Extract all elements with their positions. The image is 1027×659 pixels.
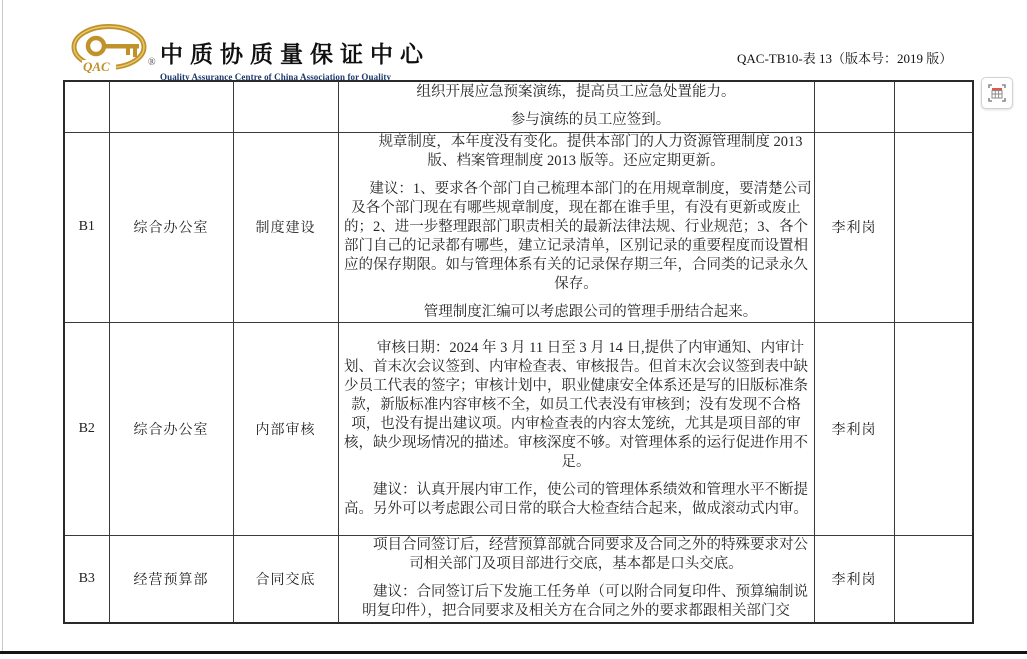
blank-cell (894, 132, 973, 322)
department-cell: 综合办公室 (109, 322, 233, 535)
table-capture-icon (987, 83, 1007, 103)
findings-cell (338, 132, 814, 322)
table-row (64, 322, 973, 535)
registered-trademark: ® (148, 57, 156, 68)
org-subtitle: Quality Assurance Centre of China Association for Quality (160, 72, 392, 82)
qac-logo-icon (70, 24, 150, 78)
auditor-cell: 李利岗 (814, 535, 894, 623)
department-cell: 综合办公室 (109, 132, 233, 322)
doc-code: QAC-TB10-表 13（版本号：2019 版） (737, 51, 953, 66)
auditor-cell (814, 81, 894, 132)
blank-cell (894, 535, 973, 623)
finding-paragraph: 建议：合同签订后下发施工任务单（可以附合同复印件、预算编制说明复印件），把合同要求及相关方在合同之外的要求都跟相关部门交 (362, 584, 808, 620)
table-capture-button[interactable] (981, 77, 1013, 109)
category-cell (233, 81, 338, 132)
finding-paragraph: 审核日期：2024 年 3 月 11 日至 3 月 14 日,提供了内审通知、内审计划、首末次会议签到、内审检查表、审核报告。但首末次会议签到表中缺少员工代表的签字；审核计划中，职业健康安全体系还是写的旧版标准条款，新版标准内容审核不全，如员工代表没有审核到；没有发现不合格项，也没有提出建议项。内审检查表的内容太笼统，尤其是项目部的审核，缺少现场情况的描述。审核深度不够。对管理体系的运行促进作用不足。 (344, 339, 808, 470)
category-cell: 制度建设 (233, 132, 338, 322)
row-id-cell: B1 (64, 132, 109, 322)
findings-cell (338, 535, 814, 623)
finding-paragraph: 参与演练的员工应签到。 (510, 112, 671, 129)
org-brand (160, 36, 430, 82)
finding-paragraph: 组织开展应急预案演练，提高员工应急处置能力。 (416, 84, 736, 101)
finding-paragraph: 规章制度，本年度没有变化。提供本部门的人力资源管理制度 2013 版、档案管理制度 2013 版等。还应定期更新。 (378, 133, 803, 169)
page-left-edge (2, 0, 3, 652)
blank-cell (894, 81, 973, 132)
finding-paragraph: 项目合同签订后，经营预算部就合同要求及合同之外的特殊要求对公司相关部门及项目部进行交底，基本都是口头交底。 (373, 537, 808, 573)
table-row (64, 535, 973, 623)
org-title: 中质协质量保证中心 (160, 41, 430, 68)
department-cell: 经营预算部 (109, 535, 233, 623)
finding-paragraph: 建议：认真开展内审工作，使公司的管理体系绩效和管理水平不断提高。另外可以考虑跟公司日常的联合大检查结合起来，做成滚动式内审。 (344, 481, 808, 517)
finding-paragraph: 管理制度汇编可以考虑跟公司的管理手册结合起来。 (423, 303, 758, 320)
department-cell (109, 81, 233, 132)
findings-cell (338, 81, 814, 132)
logo-acronym: QAC (83, 59, 110, 74)
finding-paragraph: 建议：1、要求各个部门自己梳理本部门的在用规章制度，要清楚公司及各个部门现在有哪些规章制度，现在都在谁手里，有没有更新或废止的；2、进一步整理跟部门职责相关的最新法律法规、行业规范；3、各个部门自己的记录都有哪些，建立记录清单，区别记录的重要程度而设置相应的保存期限。如与管理体系有关的记录保存期三年，合同类的记录永久保存。 (344, 180, 812, 292)
table-row (64, 132, 973, 322)
row-id-cell: B3 (64, 535, 109, 623)
category-cell: 合同交底 (233, 535, 338, 623)
table-row (64, 81, 973, 132)
findings-cell (338, 322, 814, 535)
auditor-cell: 李利岗 (814, 132, 894, 322)
blank-cell (894, 322, 973, 535)
auditor-cell: 李利岗 (814, 322, 894, 535)
audit-table (63, 80, 974, 624)
category-cell: 内部审核 (233, 322, 338, 535)
row-id-cell: B2 (64, 322, 109, 535)
row-id-cell (64, 81, 109, 132)
page-bottom-edge (0, 651, 1027, 654)
